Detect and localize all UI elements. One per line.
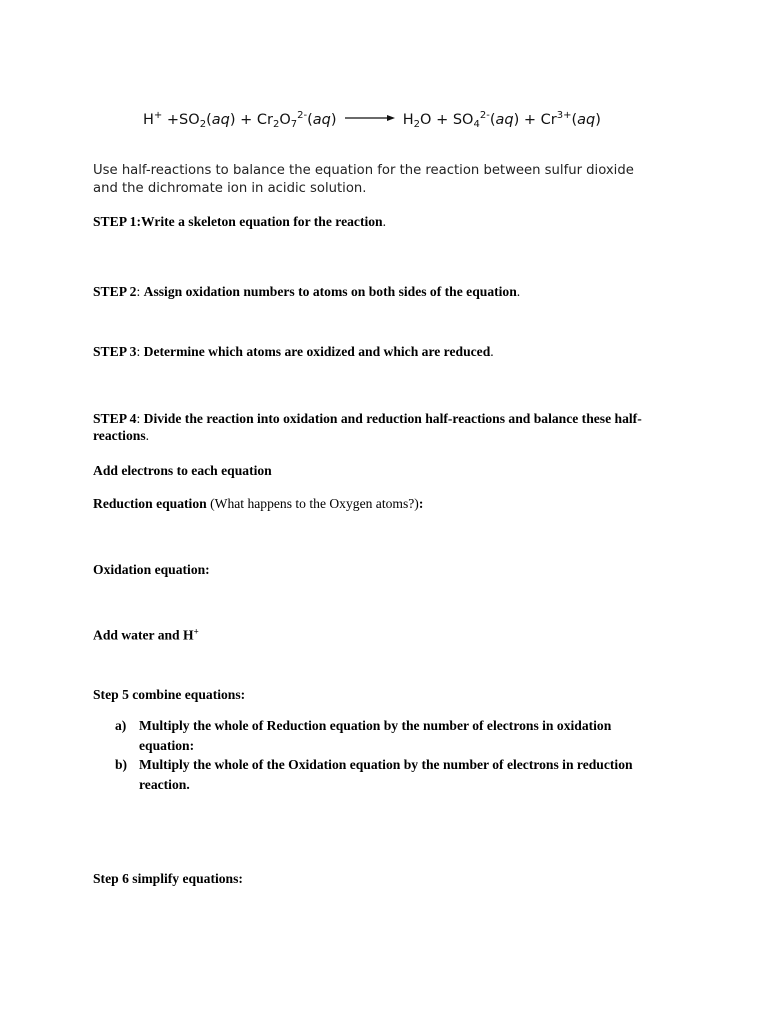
eq-text: +SO <box>162 112 200 128</box>
eq-state: aq <box>211 112 230 128</box>
step-2-label: STEP 2 <box>93 284 137 299</box>
eq-state: aq <box>495 112 514 128</box>
eq-state: aq <box>312 112 331 128</box>
step-3-period: . <box>490 344 494 359</box>
list-item-text: Multiply the whole of the Oxidation equation by the number of electrons in reduction reaction. <box>139 757 633 792</box>
add-water-heading <box>93 623 199 644</box>
reduction-colon: : <box>418 496 424 511</box>
eq-text: ( <box>571 112 578 128</box>
eq-text: O <box>279 112 291 128</box>
eq-sub: 2 <box>272 119 280 130</box>
reduction-label: Reduction equation <box>93 496 207 511</box>
add-water-sup: + <box>193 626 199 636</box>
list-marker: b) <box>115 757 128 772</box>
step-6-text: Step 6 simplify equations: <box>93 871 243 886</box>
step-2-period: . <box>516 284 521 299</box>
eq-sub: 2 <box>413 119 421 130</box>
step-1-period: . <box>382 214 387 229</box>
eq-text: ) + Cr <box>229 112 273 128</box>
list-item <box>115 716 655 755</box>
eq-sub: 7 <box>290 119 298 130</box>
step-2-colon: : <box>136 284 144 299</box>
step-3 <box>93 343 494 360</box>
step-2 <box>93 283 520 300</box>
add-water-text: Add water and H <box>93 627 194 643</box>
step-5-list <box>115 716 655 794</box>
reaction-arrow-icon <box>343 113 395 123</box>
eq-sub: 4 <box>473 119 480 130</box>
eq-sup: 2- <box>297 110 308 121</box>
step-1 <box>93 213 386 230</box>
step-5-text: Step 5 combine equations: <box>93 687 246 702</box>
list-item <box>115 755 655 794</box>
add-electrons-text: Add electrons to each equation <box>93 463 272 478</box>
add-electrons-heading <box>93 462 272 479</box>
step-6 <box>93 870 243 887</box>
eq-text: ) <box>595 112 601 128</box>
list-marker: a) <box>115 718 127 733</box>
step-3-colon: : <box>136 344 144 359</box>
reduction-equation-heading <box>93 495 423 512</box>
oxidation-label: Oxidation equation: <box>93 562 210 577</box>
reduction-hint: (What happens to the Oxygen atoms?) <box>206 496 419 511</box>
step-3-text: Determine which atoms are oxidized and which are reduced <box>143 344 491 359</box>
list-item-text: Multiply the whole of Reduction equation by the number of electrons in oxidation equation: <box>139 718 612 753</box>
step-2-text: Assign oxidation numbers to atoms on both sides of the equation <box>143 284 517 299</box>
step-4-label: STEP 4 <box>93 411 137 426</box>
eq-text: H <box>143 112 154 128</box>
oxidation-equation-heading <box>93 561 210 578</box>
eq-text: ) + Cr <box>513 112 557 128</box>
eq-state: aq <box>577 112 596 128</box>
eq-text: ( <box>206 112 212 128</box>
step-1-text: STEP 1:Write a skeleton equation for the reaction <box>93 214 383 229</box>
step-4-text: Divide the reaction into oxidation and reduction half-reactions and balance these half-reactions <box>93 411 642 443</box>
eq-sup: + <box>153 110 163 121</box>
eq-text: ( <box>307 112 313 128</box>
intro-paragraph: Use half-reactions to balance the equation for the reaction between sulfur dioxide and the dichromate ion in acidic solution. <box>93 163 634 196</box>
eq-sup: 2- <box>479 110 490 121</box>
eq-text: ) <box>330 112 337 128</box>
step-3-label: STEP 3 <box>93 344 137 359</box>
step-5 <box>93 686 245 703</box>
step-4-colon: : <box>136 411 144 426</box>
chemical-equation <box>143 110 601 130</box>
eq-text: ( <box>489 112 496 128</box>
step-4-period: . <box>145 428 150 443</box>
step-4 <box>93 410 663 444</box>
eq-sup: 3+ <box>556 110 572 121</box>
eq-sub: 2 <box>199 119 207 130</box>
eq-text: O + SO <box>420 112 474 128</box>
eq-text: H <box>402 112 414 128</box>
